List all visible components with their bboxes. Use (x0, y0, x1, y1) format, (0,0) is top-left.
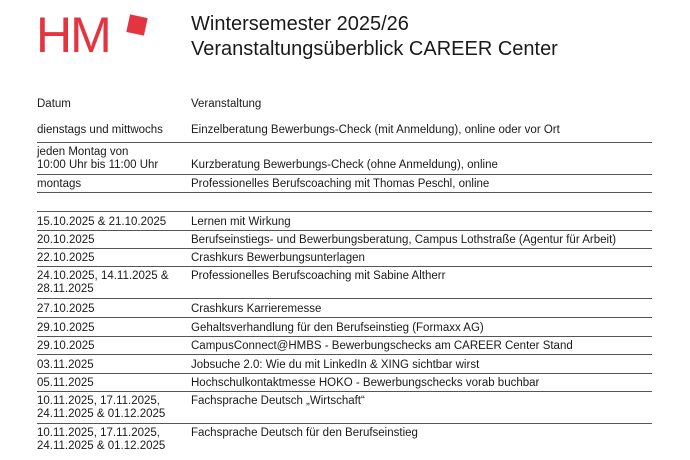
row-date: dienstags und mittwochs (37, 124, 163, 136)
row-date: 03.11.2025 (37, 359, 94, 371)
logo-lettering: HM (36, 7, 110, 63)
row-event: CampusConnect@HMBS - Bewerbungschecks am CAREER Center Stand (191, 340, 573, 352)
row-event: Fachsprache Deutsch „Wirtschaft“ (191, 395, 365, 407)
table-row (37, 143, 652, 175)
table-row (37, 124, 652, 143)
table-row (37, 337, 652, 355)
row-event: Crashkurs Karrieremesse (191, 303, 322, 315)
hm-logo (36, 7, 152, 63)
row-event: Jobsuche 2.0: Wie du mit LinkedIn & XING sichtbar wirst (191, 359, 480, 371)
row-event: Einzelberatung Bewerbungs-Check (mit Anmeldung), online oder vor Ort (191, 124, 560, 136)
event-schedule (37, 124, 652, 454)
document-heading (191, 12, 558, 62)
row-event: Professionelles Berufscoaching mit Sabine Altherr (191, 270, 446, 282)
row-event: Berufseinstiegs- und Bewerbungsberatung, Campus Lothstraße (Agentur für Arbeit) (191, 234, 617, 246)
row-date: 10.11.2025, 17.11.2025, 24.11.2025 & 01.12.2025 (37, 427, 166, 452)
row-date: 15.10.2025 & 21.10.2025 (37, 216, 167, 228)
table-row (37, 374, 652, 392)
row-date: jeden Montag von 10:00 Uhr bis 11:00 Uhr (37, 146, 159, 171)
row-date: 24.10.2025, 14.11.2025 & 28.11.2025 (37, 270, 169, 295)
table-row (37, 231, 652, 249)
overview-title: Veranstaltungsüberblick CAREER Center (191, 38, 558, 60)
row-date: 22.10.2025 (37, 252, 95, 264)
row-date: 27.10.2025 (37, 303, 95, 315)
row-date: 05.11.2025 (37, 377, 94, 389)
row-date: montags (37, 178, 82, 190)
table-row (37, 318, 652, 337)
row-date: 29.10.2025 (37, 322, 95, 334)
table-row (37, 175, 652, 193)
table-row (37, 355, 652, 374)
row-date: 10.11.2025, 17.11.2025, 24.11.2025 & 01.12.2025 (37, 395, 166, 420)
row-date: 20.10.2025 (37, 234, 95, 246)
row-date: 29.10.2025 (37, 340, 95, 352)
table-row (37, 392, 652, 424)
row-event: Crashkurs Bewerbungsunterlagen (191, 252, 365, 264)
table-row (37, 299, 652, 318)
row-event: Professionelles Berufscoaching mit Thomas Peschl, online (191, 178, 490, 190)
row-event: Kurzberatung Bewerbungs-Check (ohne Anmeldung), online (191, 159, 498, 171)
table-row (37, 267, 652, 299)
row-event: Fachsprache Deutsch für den Berufseinstieg (191, 427, 418, 439)
table-row (37, 212, 652, 231)
semester-title: Wintersemester 2025/26 (191, 13, 409, 35)
logo-red-square (126, 14, 147, 35)
row-event: Gehaltsverhandlung für den Berufseinstieg (Formaxx AG) (191, 322, 484, 334)
section-spacer (37, 193, 652, 212)
row-event: Lernen mit Wirkung (191, 216, 291, 228)
column-header-date: Datum (37, 98, 71, 110)
table-row (37, 249, 652, 267)
row-event: Hochschulkontaktmesse HOKO - Bewerbungschecks vorab buchbar (191, 377, 540, 389)
column-header-event: Veranstaltung (191, 98, 262, 110)
table-row (37, 424, 652, 454)
